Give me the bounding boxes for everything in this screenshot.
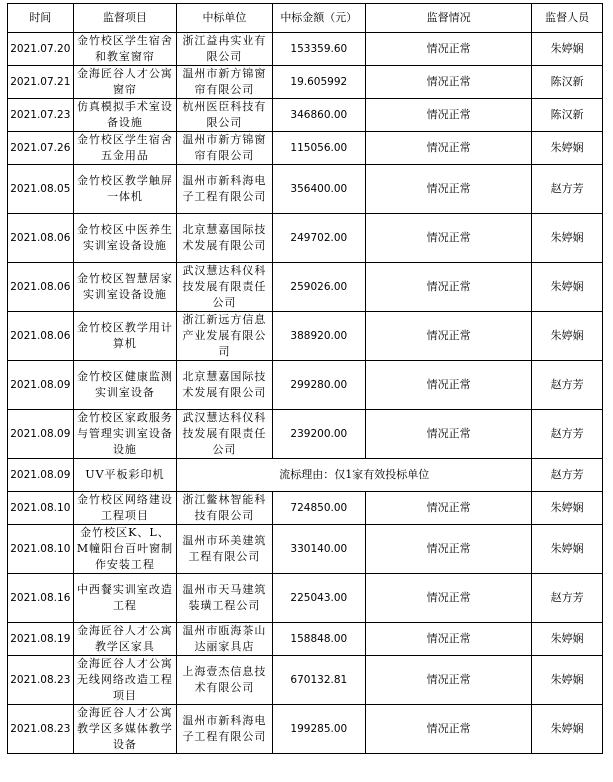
cell-amount: 330140.00 <box>272 525 365 574</box>
cell-date: 2021.08.05 <box>8 165 74 214</box>
cell-supervisor: 朱婷娴 <box>532 623 603 656</box>
cell-amount: 299280.00 <box>272 361 365 410</box>
header-supervisor: 监督人员 <box>532 4 603 33</box>
table-row <box>8 574 603 623</box>
cell-amount: 356400.00 <box>272 165 365 214</box>
header-date: 时间 <box>8 4 74 33</box>
cell-amount: 346860.00 <box>272 99 365 132</box>
cell-project: 金竹校区学生宿舍五金用品 <box>73 132 177 165</box>
cell-supervisor: 赵方芳 <box>532 410 603 459</box>
cell-project: 金竹校区中医养生实训室设备设施 <box>73 214 177 263</box>
cell-amount: 225043.00 <box>272 574 365 623</box>
cell-supervisor: 赵方芳 <box>532 574 603 623</box>
cell-project: 金竹校区K、L、M幢阳台百叶窗制作安装工程 <box>73 525 177 574</box>
cell-amount: 670132.81 <box>272 656 365 705</box>
cell-amount: 199285.00 <box>272 705 365 754</box>
cell-supervisor: 赵方芳 <box>532 361 603 410</box>
cell-amount: 153359.60 <box>272 33 365 66</box>
cell-amount: 249702.00 <box>272 214 365 263</box>
cell-date: 2021.08.06 <box>8 214 74 263</box>
cell-date: 2021.08.09 <box>8 459 74 492</box>
table-row <box>8 492 603 525</box>
cell-supervisor: 朱婷娴 <box>532 263 603 312</box>
cell-status: 情况正常 <box>365 99 531 132</box>
cell-supervisor: 朱婷娴 <box>532 132 603 165</box>
table-row <box>8 33 603 66</box>
cell-project: 金竹校区教学触屏一体机 <box>73 165 177 214</box>
cell-amount: 19.605992 <box>272 66 365 99</box>
table-row <box>8 66 603 99</box>
cell-unit: 北京慧嘉国际技术发展有限公司 <box>177 361 272 410</box>
cell-supervisor: 陈汉新 <box>532 66 603 99</box>
cell-unit: 上海壹杰信息技术有限公司 <box>177 656 272 705</box>
cell-status: 情况正常 <box>365 361 531 410</box>
cell-unit: 温州市新科海电子工程有限公司 <box>177 705 272 754</box>
cell-project: 金海匠谷人才公寓教学区多媒体教学设备 <box>73 705 177 754</box>
cell-project: 仿真模拟手术室设备设施 <box>73 99 177 132</box>
cell-status: 情况正常 <box>365 492 531 525</box>
cell-unit: 温州市天马建筑装璜工程公司 <box>177 574 272 623</box>
cell-status: 情况正常 <box>365 33 531 66</box>
cell-date: 2021.08.10 <box>8 492 74 525</box>
cell-project: UV平板彩印机 <box>73 459 177 492</box>
cell-status: 情况正常 <box>365 165 531 214</box>
cell-supervisor: 陈汉新 <box>532 99 603 132</box>
cell-supervisor: 朱婷娴 <box>532 33 603 66</box>
table-row <box>8 214 603 263</box>
cell-unit: 浙江新远方信息产业发展有限公司 <box>177 312 272 361</box>
cell-date: 2021.07.23 <box>8 99 74 132</box>
cell-status: 情况正常 <box>365 705 531 754</box>
cell-unit: 温州市瓯海茶山达丽家具店 <box>177 623 272 656</box>
cell-unit: 北京慧嘉国际技术发展有限公司 <box>177 214 272 263</box>
cell-supervisor: 赵方芳 <box>532 165 603 214</box>
cell-supervisor: 朱婷娴 <box>532 214 603 263</box>
cell-date: 2021.08.09 <box>8 361 74 410</box>
cell-date: 2021.08.10 <box>8 525 74 574</box>
cell-status: 情况正常 <box>365 132 531 165</box>
table-row <box>8 99 603 132</box>
table-row <box>8 165 603 214</box>
cell-supervisor: 朱婷娴 <box>532 312 603 361</box>
cell-date: 2021.08.23 <box>8 656 74 705</box>
table-row <box>8 459 603 492</box>
cell-date: 2021.08.16 <box>8 574 74 623</box>
cell-project: 金海匠谷人才公寓教学区家具 <box>73 623 177 656</box>
cell-supervisor: 朱婷娴 <box>532 492 603 525</box>
cell-date: 2021.07.26 <box>8 132 74 165</box>
cell-status: 情况正常 <box>365 574 531 623</box>
cell-amount: 239200.00 <box>272 410 365 459</box>
cell-date: 2021.07.21 <box>8 66 74 99</box>
cell-failed-bid-note: 流标理由：仅1家有效投标单位 <box>177 459 532 492</box>
table-row <box>8 705 603 754</box>
cell-unit: 武汉慧达科仪科技发展有限责任公司 <box>177 410 272 459</box>
cell-project: 金竹校区智慧居家实训室设备设施 <box>73 263 177 312</box>
cell-project: 中西餐实训室改造工程 <box>73 574 177 623</box>
table-row <box>8 132 603 165</box>
cell-project: 金竹校区教学用计算机 <box>73 312 177 361</box>
cell-project: 金竹校区健康监测实训室设备 <box>73 361 177 410</box>
cell-project: 金海匠谷人才公寓窗帘 <box>73 66 177 99</box>
cell-date: 2021.08.19 <box>8 623 74 656</box>
cell-project: 金海匠谷人才公寓无线网络改造工程项目 <box>73 656 177 705</box>
cell-supervisor: 赵方芳 <box>532 459 603 492</box>
cell-status: 情况正常 <box>365 263 531 312</box>
cell-unit: 温州市新科海电子工程有限公司 <box>177 165 272 214</box>
cell-status: 情况正常 <box>365 66 531 99</box>
cell-unit: 浙江益冉实业有限公司 <box>177 33 272 66</box>
cell-unit: 温州市环美建筑工程有限公司 <box>177 525 272 574</box>
cell-date: 2021.08.06 <box>8 263 74 312</box>
cell-unit: 武汉慧达科仪科技发展有限责任公司 <box>177 263 272 312</box>
cell-amount: 388920.00 <box>272 312 365 361</box>
cell-date: 2021.08.09 <box>8 410 74 459</box>
cell-status: 情况正常 <box>365 312 531 361</box>
cell-amount: 115056.00 <box>272 132 365 165</box>
table-row <box>8 525 603 574</box>
cell-amount: 259026.00 <box>272 263 365 312</box>
cell-status: 情况正常 <box>365 525 531 574</box>
header-amount: 中标金额（元） <box>272 4 365 33</box>
cell-project: 金竹校区网络建设工程项目 <box>73 492 177 525</box>
cell-status: 情况正常 <box>365 410 531 459</box>
table-row <box>8 656 603 705</box>
cell-supervisor: 朱婷娴 <box>532 705 603 754</box>
table-row <box>8 312 603 361</box>
cell-unit: 浙江鳖林智能科技有限公司 <box>177 492 272 525</box>
cell-date: 2021.08.06 <box>8 312 74 361</box>
table-row <box>8 361 603 410</box>
cell-project: 金竹校区学生宿舍和教室窗帘 <box>73 33 177 66</box>
cell-amount: 158848.00 <box>272 623 365 656</box>
cell-amount: 724850.00 <box>272 492 365 525</box>
table-row <box>8 410 603 459</box>
cell-date: 2021.07.20 <box>8 33 74 66</box>
cell-unit: 杭州医臣科技有限公司 <box>177 99 272 132</box>
cell-project: 金竹校区家政服务与管理实训室设备设施 <box>73 410 177 459</box>
cell-supervisor: 朱婷娴 <box>532 525 603 574</box>
cell-status: 情况正常 <box>365 214 531 263</box>
cell-supervisor: 朱婷娴 <box>532 656 603 705</box>
table-row <box>8 263 603 312</box>
supervision-table <box>7 3 603 754</box>
cell-date: 2021.08.23 <box>8 705 74 754</box>
header-project: 监督项目 <box>73 4 177 33</box>
header-unit: 中标单位 <box>177 4 272 33</box>
table-row <box>8 623 603 656</box>
cell-unit: 温州市新方锦窗帘有限公司 <box>177 132 272 165</box>
header-status: 监督情况 <box>365 4 531 33</box>
cell-status: 情况正常 <box>365 656 531 705</box>
header-row <box>8 4 603 33</box>
cell-status: 情况正常 <box>365 623 531 656</box>
cell-unit: 温州市新方锦窗帘有限公司 <box>177 66 272 99</box>
